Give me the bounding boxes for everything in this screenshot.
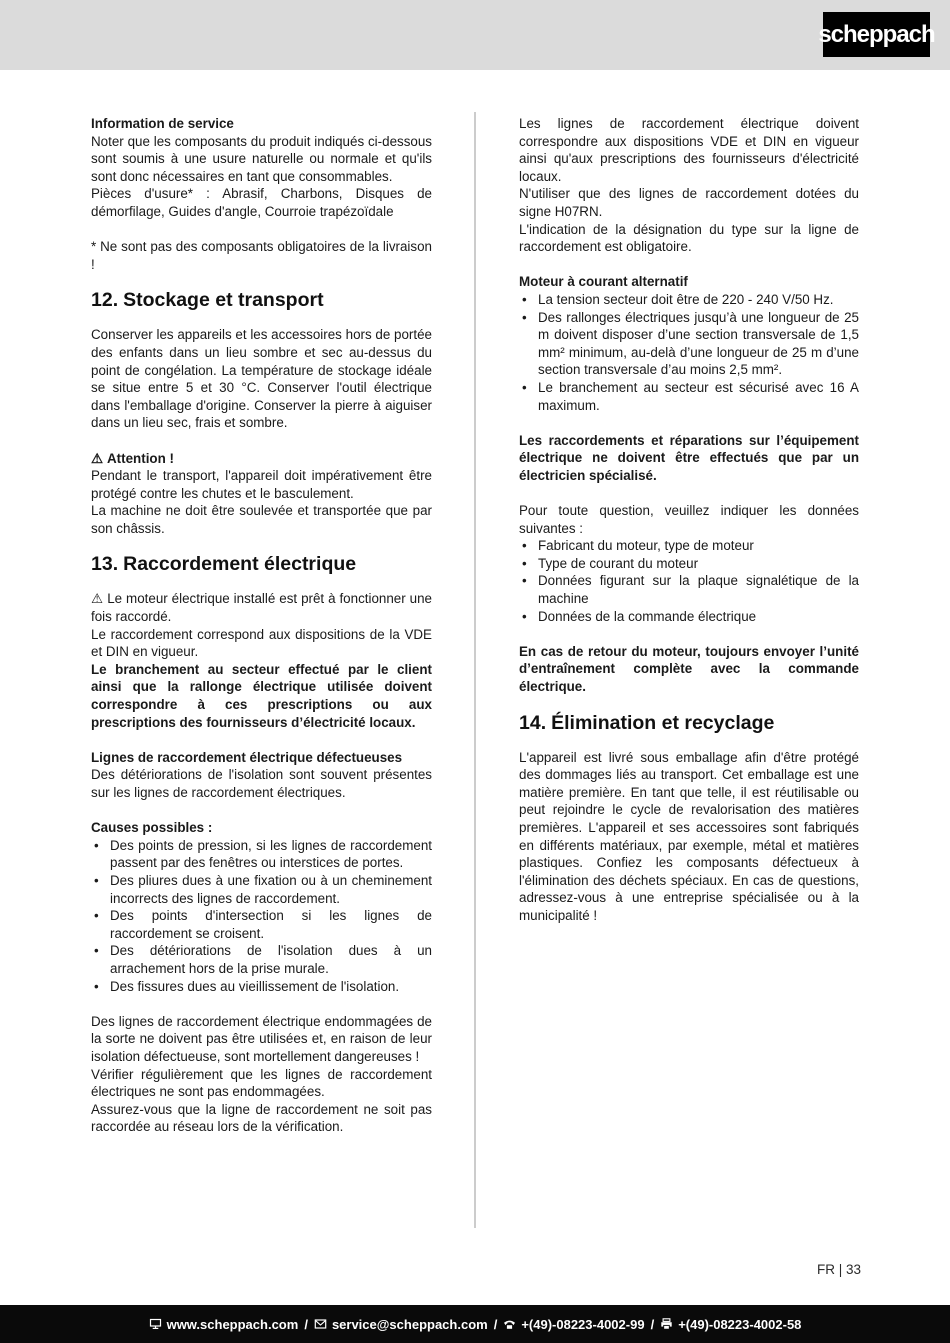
bullet-item bbox=[91, 978, 432, 996]
bullet-dot: • bbox=[522, 309, 527, 325]
bullet-dot: • bbox=[522, 538, 527, 554]
footer-text: service@scheppach.com bbox=[331, 1316, 488, 1332]
bullet-text: Des détériorations de l'isolation dues à un arrachement hors de la prise murale. bbox=[110, 943, 432, 976]
spacer bbox=[91, 802, 432, 820]
section-title: Stockage et transport bbox=[123, 289, 324, 312]
footer-item bbox=[660, 1317, 801, 1332]
fax-icon bbox=[660, 1318, 673, 1330]
bullet-item bbox=[91, 942, 432, 977]
footer-separator: / bbox=[304, 1316, 308, 1332]
bullet-dot: • bbox=[522, 608, 527, 624]
paragraph: La machine ne doit être soulevée et transportée que par son châssis. bbox=[91, 503, 432, 536]
paragraph: Pendant le transport, l'appareil doit impérativement être protégé contre les chutes et le basculement. bbox=[91, 468, 432, 501]
section-number: 14. bbox=[519, 711, 547, 734]
bullet-item bbox=[519, 572, 859, 607]
email-icon bbox=[314, 1318, 327, 1330]
paragraph: N'utiliser que des lignes de raccordement dotées du signe H07RN. bbox=[519, 186, 859, 219]
bullet-item bbox=[91, 872, 432, 907]
bullet-dot: • bbox=[94, 978, 99, 994]
header-band bbox=[0, 0, 950, 70]
section-heading bbox=[91, 288, 432, 312]
footer-separator: / bbox=[650, 1316, 655, 1332]
bold-paragraph: Information de service bbox=[91, 116, 234, 131]
footer-item bbox=[503, 1317, 644, 1332]
section-title: Raccordement électrique bbox=[123, 553, 357, 576]
footer-text: +(49)-08223-4002-58 bbox=[678, 1316, 802, 1332]
spacer bbox=[91, 995, 432, 1013]
paragraph: Noter que les composants du produit indiqués ci-dessous sont soumis à une usure naturelle ou normale et qu'ils sont donc nécessaires en tant que consommables. bbox=[91, 133, 432, 184]
bold-paragraph: Causes possibles : bbox=[91, 820, 213, 836]
bullet-dot: • bbox=[94, 943, 99, 959]
bullet-text: Données figurant sur la plaque signalétique de la machine bbox=[538, 573, 859, 607]
warning-icon: ⚠ bbox=[91, 591, 104, 607]
bullet-dot: • bbox=[94, 872, 99, 888]
bullet-item bbox=[519, 555, 859, 573]
bullet-text: Type de courant du moteur bbox=[538, 555, 699, 571]
paragraph: Pièces d'usure* : Abrasif, Charbons, Disques de démorfilage, Guides d'angle, Courroie trapézoïdale bbox=[91, 186, 432, 219]
scheppach-logo bbox=[818, 12, 935, 57]
bold-paragraph: Lignes de raccordement électrique défectueuses bbox=[91, 749, 403, 765]
spacer bbox=[519, 414, 859, 432]
paragraph: Des détériorations de l'isolation sont souvent présentes sur les lignes de raccordement électriques. bbox=[91, 767, 432, 800]
spacer bbox=[91, 221, 432, 239]
bullet-item bbox=[519, 537, 859, 555]
bullet-dot: • bbox=[522, 379, 527, 395]
bullet-text: Données de la commande électrique bbox=[538, 608, 757, 624]
footer-item bbox=[149, 1317, 299, 1332]
bullet-dot: • bbox=[522, 555, 527, 571]
paragraph: Les lignes de raccordement électrique doivent correspondre aux dispositions VDE et DIN en vigueur ainsi qu'aux prescriptions des fournisseurs d'électricité locaux. bbox=[519, 116, 859, 184]
bullet-item bbox=[91, 907, 432, 942]
paragraph: Conserver les appareils et les accessoires hors de portée des enfants dans un lieu sombre et sec au-dessus du point de congélation. La température de stockage idéale se situe entre 5 et 30 °C. Conserver l'outil électrique dans l'emballage d'origine. Conserver la pierre à aiguiser dans un lieu sec, frais et sombre. bbox=[91, 327, 432, 431]
bold-paragraph: Les raccordements et réparations sur l’équipement électrique ne doivent être effectués que par un électricien spécialisé. bbox=[519, 432, 859, 483]
bullet-dot: • bbox=[522, 573, 527, 589]
bullet-item bbox=[519, 608, 859, 626]
bullet-list bbox=[519, 537, 859, 625]
bullet-text: Des points de pression, si les lignes de raccordement passent par des fenêtres ou interstices de portes. bbox=[110, 837, 432, 871]
bullet-text: La tension secteur doit être de 220 - 240 V/50 Hz. bbox=[538, 291, 834, 307]
spacer bbox=[519, 256, 859, 274]
paragraph: ⚠ Le moteur électrique installé est prêt à fonctionner une fois raccordé. bbox=[91, 591, 432, 625]
footer-item bbox=[314, 1317, 488, 1332]
bullet-item bbox=[519, 291, 859, 309]
page-number: FR | 33 bbox=[816, 1262, 861, 1277]
section-number: 13. bbox=[91, 553, 119, 576]
section-heading bbox=[519, 711, 859, 735]
paragraph: Le raccordement correspond aux dispositions de la VDE et DIN en vigueur. bbox=[91, 626, 432, 660]
bullet-dot: • bbox=[522, 291, 527, 307]
bullet-item bbox=[519, 379, 859, 414]
bullet-text: Des rallonges électriques jusqu’à une longueur de 25 m doivent disposer d’une section transversale de 1,5 mm² minimum, au-delà d’une longueur de 25 m d’une section transversale d’au moins 2,5 mm². bbox=[538, 309, 859, 378]
bullet-text: Des pliures dues à une fixation ou à un cheminement incorrects des lignes de raccordement. bbox=[110, 872, 432, 906]
bold-paragraph: Moteur à courant alternatif bbox=[519, 274, 688, 290]
section-heading bbox=[91, 552, 432, 576]
section-title: Élimination et recyclage bbox=[551, 711, 775, 734]
bullet-text: Le branchement au secteur est sécurisé avec 16 A maximum. bbox=[538, 379, 859, 413]
left-column bbox=[91, 115, 432, 1136]
phone-icon bbox=[503, 1318, 516, 1330]
bullet-item bbox=[519, 309, 859, 379]
paragraph: Assurez-vous que la ligne de raccordement ne soit pas raccordée au réseau lors de la vérification. bbox=[91, 1101, 432, 1135]
bold-paragraph: ⚠ Attention ! bbox=[91, 450, 174, 466]
bullet-text: Des points d'intersection si les lignes de raccordement se croisent. bbox=[110, 908, 432, 941]
bullet-text: Des fissures dues au vieillissement de l'isolation. bbox=[110, 978, 400, 994]
paragraph: Pour toute question, veuillez indiquer les données suivantes : bbox=[519, 503, 859, 536]
bold-paragraph: En cas de retour du moteur, toujours envoyer l’unité d’entraînement complète avec la commande électrique. bbox=[519, 643, 859, 694]
column-divider bbox=[474, 112, 476, 1228]
footer-text: +(49)-08223-4002-99 bbox=[521, 1316, 645, 1332]
bullet-list bbox=[91, 837, 432, 995]
bullet-dot: • bbox=[94, 837, 99, 853]
warning-icon: ⚠ bbox=[91, 450, 104, 466]
section-number: 12. bbox=[91, 289, 119, 312]
bullet-dot: • bbox=[94, 908, 99, 924]
web-icon bbox=[149, 1318, 162, 1330]
logo-text: scheppach bbox=[818, 20, 935, 48]
footer-separator: / bbox=[493, 1316, 498, 1332]
bullet-text: Fabricant du moteur, type de moteur bbox=[538, 538, 754, 554]
footer-text: www.scheppach.com bbox=[166, 1316, 299, 1332]
paragraph: Des lignes de raccordement électrique endommagées de la sorte ne doivent pas être utilisées et, en raison de leur isolation défectueuse, sont mortellement dangereuses ! bbox=[91, 1013, 432, 1064]
paragraph: * Ne sont pas des composants obligatoires de la livraison ! bbox=[91, 239, 432, 272]
bullet-item bbox=[91, 837, 432, 872]
right-column bbox=[519, 115, 859, 925]
bold-paragraph: Le branchement au secteur effectué par le client ainsi que la rallonge électrique utilisée doivent correspondre à ces prescriptions ou aux prescriptions des fournisseurs d’électricité locaux. bbox=[91, 661, 432, 730]
spacer bbox=[91, 432, 432, 450]
spacer bbox=[91, 731, 432, 749]
footer-bar bbox=[0, 1305, 950, 1343]
bullet-list bbox=[519, 291, 859, 414]
paragraph: L'appareil est livré sous emballage afin d'être protégé des dommages liés au transport. Cet emballage est une matière première. En tant que telle, il est réutilisable ou peut rejoindre le cycle de revalorisation des matières premières. L'appareil et ses accessoires sont fabriqués en différents matériaux, par exemple, métal et matières plastiques. Confiez les composants défectueux à l'élimination des déchets spéciaux. En cas de questions, adressez-vous à une entreprise spécialisée ou à la municipalité ! bbox=[519, 749, 859, 923]
spacer bbox=[519, 625, 859, 643]
paragraph: L'indication de la désignation du type sur la ligne de raccordement est obligatoire. bbox=[519, 221, 859, 255]
paragraph: Vérifier régulièrement que les lignes de raccordement électriques ne sont pas endommagées. bbox=[91, 1066, 432, 1100]
spacer bbox=[519, 484, 859, 502]
